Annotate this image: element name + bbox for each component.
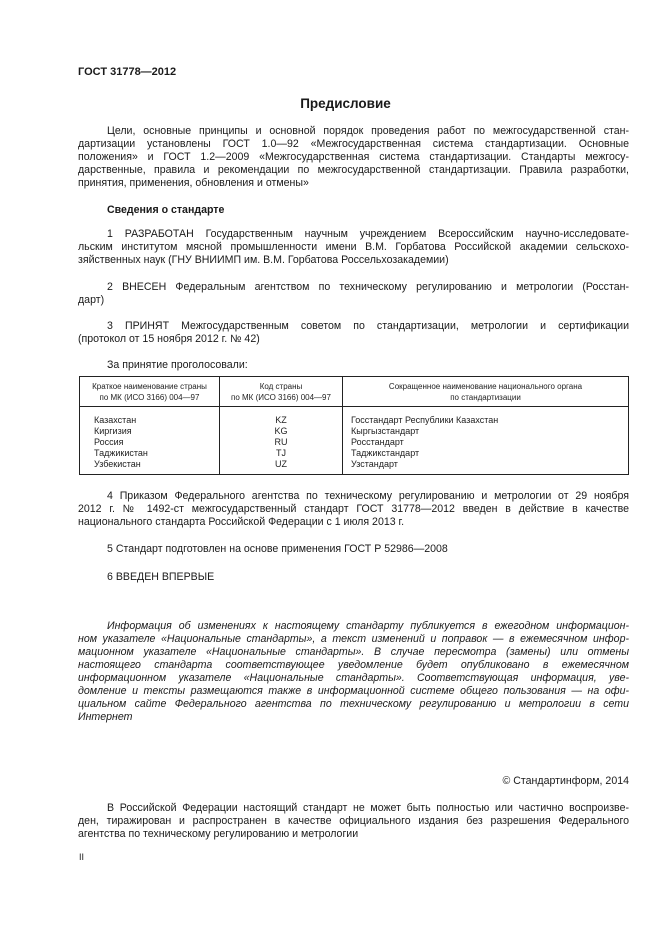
country-cell: Казахстан xyxy=(80,407,220,427)
country-cell: Киргизия xyxy=(80,426,220,437)
text-line: зяйственных наук (ГНУ ВНИИМП им. В.М. Горбатова Россельхозакадемии) xyxy=(78,254,449,266)
body-cell: Госстандарт Республики Казахстан xyxy=(343,407,629,427)
text-line: В Российской Федерации настоящий стандарт не может быть полностью или частично воспроизве- xyxy=(107,802,629,814)
item-5: 5 Стандарт подготовлен на основе применения ГОСТ Р 52986—2008 xyxy=(107,543,448,555)
item-2 xyxy=(78,281,629,307)
item-1 xyxy=(78,228,629,267)
country-cell: Россия xyxy=(80,437,220,448)
text-line: льским институтом мясной промышленности имени В.М. Горбатова Российской академии сельскохо- xyxy=(78,241,629,253)
voted-label: За принятие проголосовали: xyxy=(107,359,248,371)
code-cell: TJ xyxy=(220,448,343,459)
text-line: 2012 г. № 1492-ст межгосударственный стандарт ГОСТ 31778—2012 введен в действие в качестве xyxy=(78,503,629,515)
page-title: Предисловие xyxy=(300,96,391,111)
text-line: Цели, основные принципы и основной порядок проведения работ по межгосударственной стан- xyxy=(107,125,629,137)
text-line: 3 ПРИНЯТ Межгосударственным советом по стандартизации, метрологии и сертификации xyxy=(107,320,629,332)
code-cell: UZ xyxy=(220,459,343,475)
section-heading: Сведения о стандарте xyxy=(107,204,225,216)
table-header-country: Краткое наименование страны по МК (ИСО 3166) 004—97 xyxy=(80,377,220,407)
code-cell: KG xyxy=(220,426,343,437)
table-row xyxy=(80,426,629,437)
text-line: 2 ВНЕСЕН Федеральным агентством по техническому регулированию и метрологии (Росстан- xyxy=(107,281,629,293)
table-row xyxy=(80,448,629,459)
document-header: ГОСТ 31778—2012 xyxy=(78,66,177,78)
text-line: 4 Приказом Федерального агентства по техническому регулированию и метрологии от 29 ноября xyxy=(107,490,629,502)
text-line: дартизации установлены ГОСТ 1.0—92 «Межгосударственная система стандартизации. Основные xyxy=(78,138,629,150)
item-3 xyxy=(78,320,629,346)
info-notice xyxy=(78,620,629,724)
text-line: ном указателе «Национальные стандарты», а текст изменений и поправок — в ежемесячном инфор- xyxy=(78,633,629,645)
text-line: 1 РАЗРАБОТАН Государственным научным учреждением Всероссийским научно-исследовате- xyxy=(107,228,629,240)
text-line: домление и тексты размещаются также в информационной системе общего пользования — на офи- xyxy=(78,685,629,697)
text-line: Интернет xyxy=(78,711,133,723)
intro-paragraph xyxy=(78,125,629,190)
body-cell: Росстандарт xyxy=(343,437,629,448)
item-6: 6 ВВЕДЕН ВПЕРВЫЕ xyxy=(107,571,215,583)
table-row xyxy=(80,407,629,427)
country-cell: Таджикистан xyxy=(80,448,220,459)
text-line: положения» и ГОСТ 1.2—2009 «Межгосударственная система стандартизации. Стандарты межгосу- xyxy=(78,151,629,163)
text-line: дарт) xyxy=(78,294,105,306)
text-line: настоящего стандарта соответствующее уведомление будет опубликовано в ежемесячном xyxy=(78,659,629,671)
text-line: Информация об изменениях к настоящему стандарту публикуется в ежегодном информацион- xyxy=(107,620,629,632)
table-row xyxy=(80,459,629,475)
body-cell: Кыргызстандарт xyxy=(343,426,629,437)
text-line: (протокол от 15 ноября 2012 г. № 42) xyxy=(78,333,260,345)
text-line: принятия, применения, обновления и отмены» xyxy=(78,177,309,189)
text-line: информационном указателе «Национальные стандарты». Соответствующая информация, уве- xyxy=(78,672,629,684)
body-cell: Таджикстандарт xyxy=(343,448,629,459)
item-4 xyxy=(78,490,629,529)
table-row xyxy=(80,437,629,448)
code-cell: KZ xyxy=(220,407,343,427)
body-cell: Узстандарт xyxy=(343,459,629,475)
text-line: дарственные, правила и рекомендации по межгосударственной стандартизации. Правила разработки, xyxy=(78,164,629,176)
code-cell: RU xyxy=(220,437,343,448)
text-line: мационном указателе «Национальные стандарты». В случае пересмотра (замены) или отмены xyxy=(78,646,629,658)
text-line: ден, тиражирован и распространен в качестве официального издания без разрешения Федерального xyxy=(78,815,629,827)
text-line: циальном сайте Федерального агентства по техническому регулированию и метрологии в сети xyxy=(78,698,629,710)
text-line: агентства по техническому регулированию и метрологии xyxy=(78,828,359,840)
text-line: национального стандарта Российской Федерации с 1 июля 2013 г. xyxy=(78,516,405,528)
voting-table xyxy=(79,376,629,475)
reproduction-notice xyxy=(78,802,629,841)
copyright: © Стандартинформ, 2014 xyxy=(502,775,629,787)
table-header-body: Сокращенное наименование национального органа по стандартизации xyxy=(343,377,629,407)
table-header-code: Код страны по МК (ИСО 3166) 004—97 xyxy=(220,377,343,407)
page-number: II xyxy=(79,852,85,862)
country-cell: Узбекистан xyxy=(80,459,220,475)
